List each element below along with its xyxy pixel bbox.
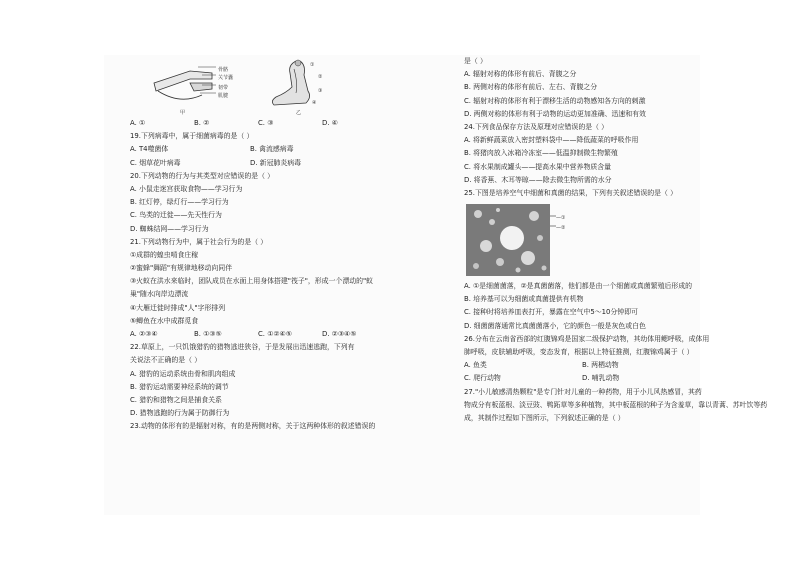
q26-options-row2 [464,372,700,385]
figure-b-caption: 乙 [296,110,302,116]
q19-options-row1 [130,143,400,156]
figure-a-label-4: 肌腱 [218,93,229,99]
figure-a-caption: 甲 [180,110,186,116]
q22-stem-cont: 关说法不正确的是（ ） [130,356,202,365]
q22-option-d: D. 猎物逃跑的行为属于防御行为 [130,409,230,418]
q21-options [130,328,400,341]
q21-item-4: ④大雁迁徙时排成"人"字形排列 [130,303,226,312]
q25-option-b: B. 培养基可以为细菌或真菌提供有机物 [464,295,584,304]
culture-label-2: —② [556,225,566,232]
q23-option-c: C. 辐射对称的体形有利于漂移生活的动物感知各方向的刺激 [464,96,646,105]
figure-b-mark-3: ③ [318,88,323,94]
q19-option-d: D. 新冠肺炎病毒 [250,158,302,167]
figure-a [150,61,234,116]
q21-option-b: B. ①③⑤ [194,330,222,338]
q23-stem: 23.动物的体形有的是辐射对称，有的是两侧对称，关于这两种体形的叙述错误的 [130,422,376,431]
q26-option-b: B. 两栖动物 [582,361,619,370]
left-column [130,55,400,434]
q21-stem: 21.下列动物行为中，属于社会行为的是（ ） [130,237,268,246]
q21-item-5: ⑤鲫鱼在水中成群觅食 [130,316,199,325]
right-column [464,55,768,425]
q26-options-row1 [464,359,700,372]
q18-option-b: B. ② [194,119,210,127]
q23-option-b: B. 两侧对称的体形有前后、左右、背腹之分 [464,83,598,92]
q21-option-a: A. ②③④ [130,330,158,338]
q21-option-d: D. ②③④⑤ [322,330,357,338]
q21-item-3-cont: 巢"随水向岸边漂流 [130,290,189,299]
q27-stem: 27."小儿敏感清热颗粒"是专门针对儿童的一种药物，用于小儿风热感冒，其药 [464,387,702,396]
q24-option-c: C. 将水果制成罐头——提高水果中营养物质含量 [464,162,612,171]
q18-option-a: A. ① [130,119,146,127]
q22-option-c: C. 猎豹和猎物之间是捕食关系 [130,395,222,404]
q26-option-d: D. 哺乳动物 [582,374,620,383]
q27-stem-cont-2: 成，其制作过程如下图所示，下列叙述正确的是（ ） [464,413,625,422]
q25-option-a: A. ①是细菌菌落，②是真菌菌落，他们都是由一个细菌或真菌繁殖后形成的 [464,282,693,291]
q25-option-d: D. 细菌菌落通常比真菌菌落小，它的颜色一般是灰色或白色 [464,321,646,330]
figure-b-mark-2: ② [318,74,323,80]
q24-option-b: B. 将猪肉放入冰箱冷冻室——低温抑制微生物繁殖 [464,149,618,158]
q20-option-b: B. 红灯停，绿灯行——学习行为 [130,198,229,207]
culture-label-1: —① [556,215,566,222]
q19-options-row2 [130,157,400,170]
q18-option-d: D. ④ [322,119,338,127]
q20-option-a: A. 小鼠走迷宫获取食物——学习行为 [130,184,243,193]
figure-b-mark-4: ④ [312,100,317,106]
figure-b-mark-1: ① [310,62,315,68]
q19-stem: 19.下列病毒中，属于细菌病毒的是（ ） [130,132,254,141]
figure-a-label-2: 关节囊 [218,75,234,81]
q19-option-a: A. T4噬菌体 [130,145,169,154]
q21-item-3: ③火蚁在洪水来临时，团队成员在水面上用身体搭建"筏子"，形成一个漂动的"蚁 [130,277,374,286]
q26-option-a: A. 鱼类 [464,361,487,370]
q24-option-d: D. 将香蕉、木耳等晾——除去微生物所需的水分 [464,175,612,184]
q24-stem: 24.下列食品保存方法及原理对应错误的是（ ） [464,122,609,131]
q20-stem: 20.下列动物的行为与其类型对应错误的是（ ） [130,171,275,180]
culture-dish-photo [464,202,700,280]
q19-option-c: C. 烟草花叶病毒 [130,158,181,167]
q27-stem-cont: 物成分有板蓝根、淡豆豉、鸭跖草等多种植物，其中板蓝根的种子为含羞草，靠以青蒿、苏叶饮等药 [464,400,768,409]
q19-option-b: B. 禽流感病毒 [250,145,294,154]
q23-option-a: A. 辐射对称的体形有前后、背腹之分 [464,70,577,79]
q20-option-d: D. 蜘蛛结网——学习行为 [130,224,209,233]
q22-stem: 22.草原上，一只饥饿猎豹的猎物逃进狭谷，于是发展出迅速逃跑，下列有 [130,343,355,352]
figure-a-label-1: 骨骼 [218,67,229,73]
q18-option-c: C. ③ [258,119,274,127]
q22-option-a: A. 猎豹的运动系统由骨和肌肉组成 [130,369,236,378]
q21-item-1: ①成群的蝗虫啃食庄稼 [130,250,199,259]
q26-stem-cont: 肺呼吸，皮肤辅助呼吸，变态发育，根据以上特征推测，红腹锦鸡属于（ ） [464,348,694,356]
q26-option-c: C. 爬行动物 [464,374,501,383]
figure-a-label-3: 韧带 [218,85,229,91]
q24-option-a: A. 将新鲜蔬菜放入密封塑料袋中——降低蔬菜的呼吸作用 [464,136,639,145]
q22-option-b: B. 猎豹运动需要神经系统的调节 [130,382,229,391]
exam-page [104,55,768,515]
q25-option-c: C. 接种时将培养皿表打开，暴露在空气中5～10分钟即可 [464,308,638,317]
figure-b [266,57,336,116]
q21-item-2: ②蜜蜂"舞蹈"有规律地移动向同伴 [130,264,233,273]
q21-option-c: C. ①②④⑤ [258,330,292,338]
q23-stem-cont: 是（ ） [464,57,487,65]
joint-figure [130,55,400,117]
q18-options [130,117,400,130]
q25-stem: 25.下图是培养空气中细菌和真菌的结果，下列有关叙述错误的是（ ） [464,188,677,197]
q26-stem: 26.分布在云南省西部的红腹锦鸡是国家二级保护动物，其幼体用鳃呼吸，成体用 [464,334,710,343]
q20-option-c: C. 鸟类的迁徙——先天性行为 [130,211,222,220]
q23-option-d: D. 两侧对称的体形有利于动物的运动更加准确、迅速和有效 [464,109,646,118]
